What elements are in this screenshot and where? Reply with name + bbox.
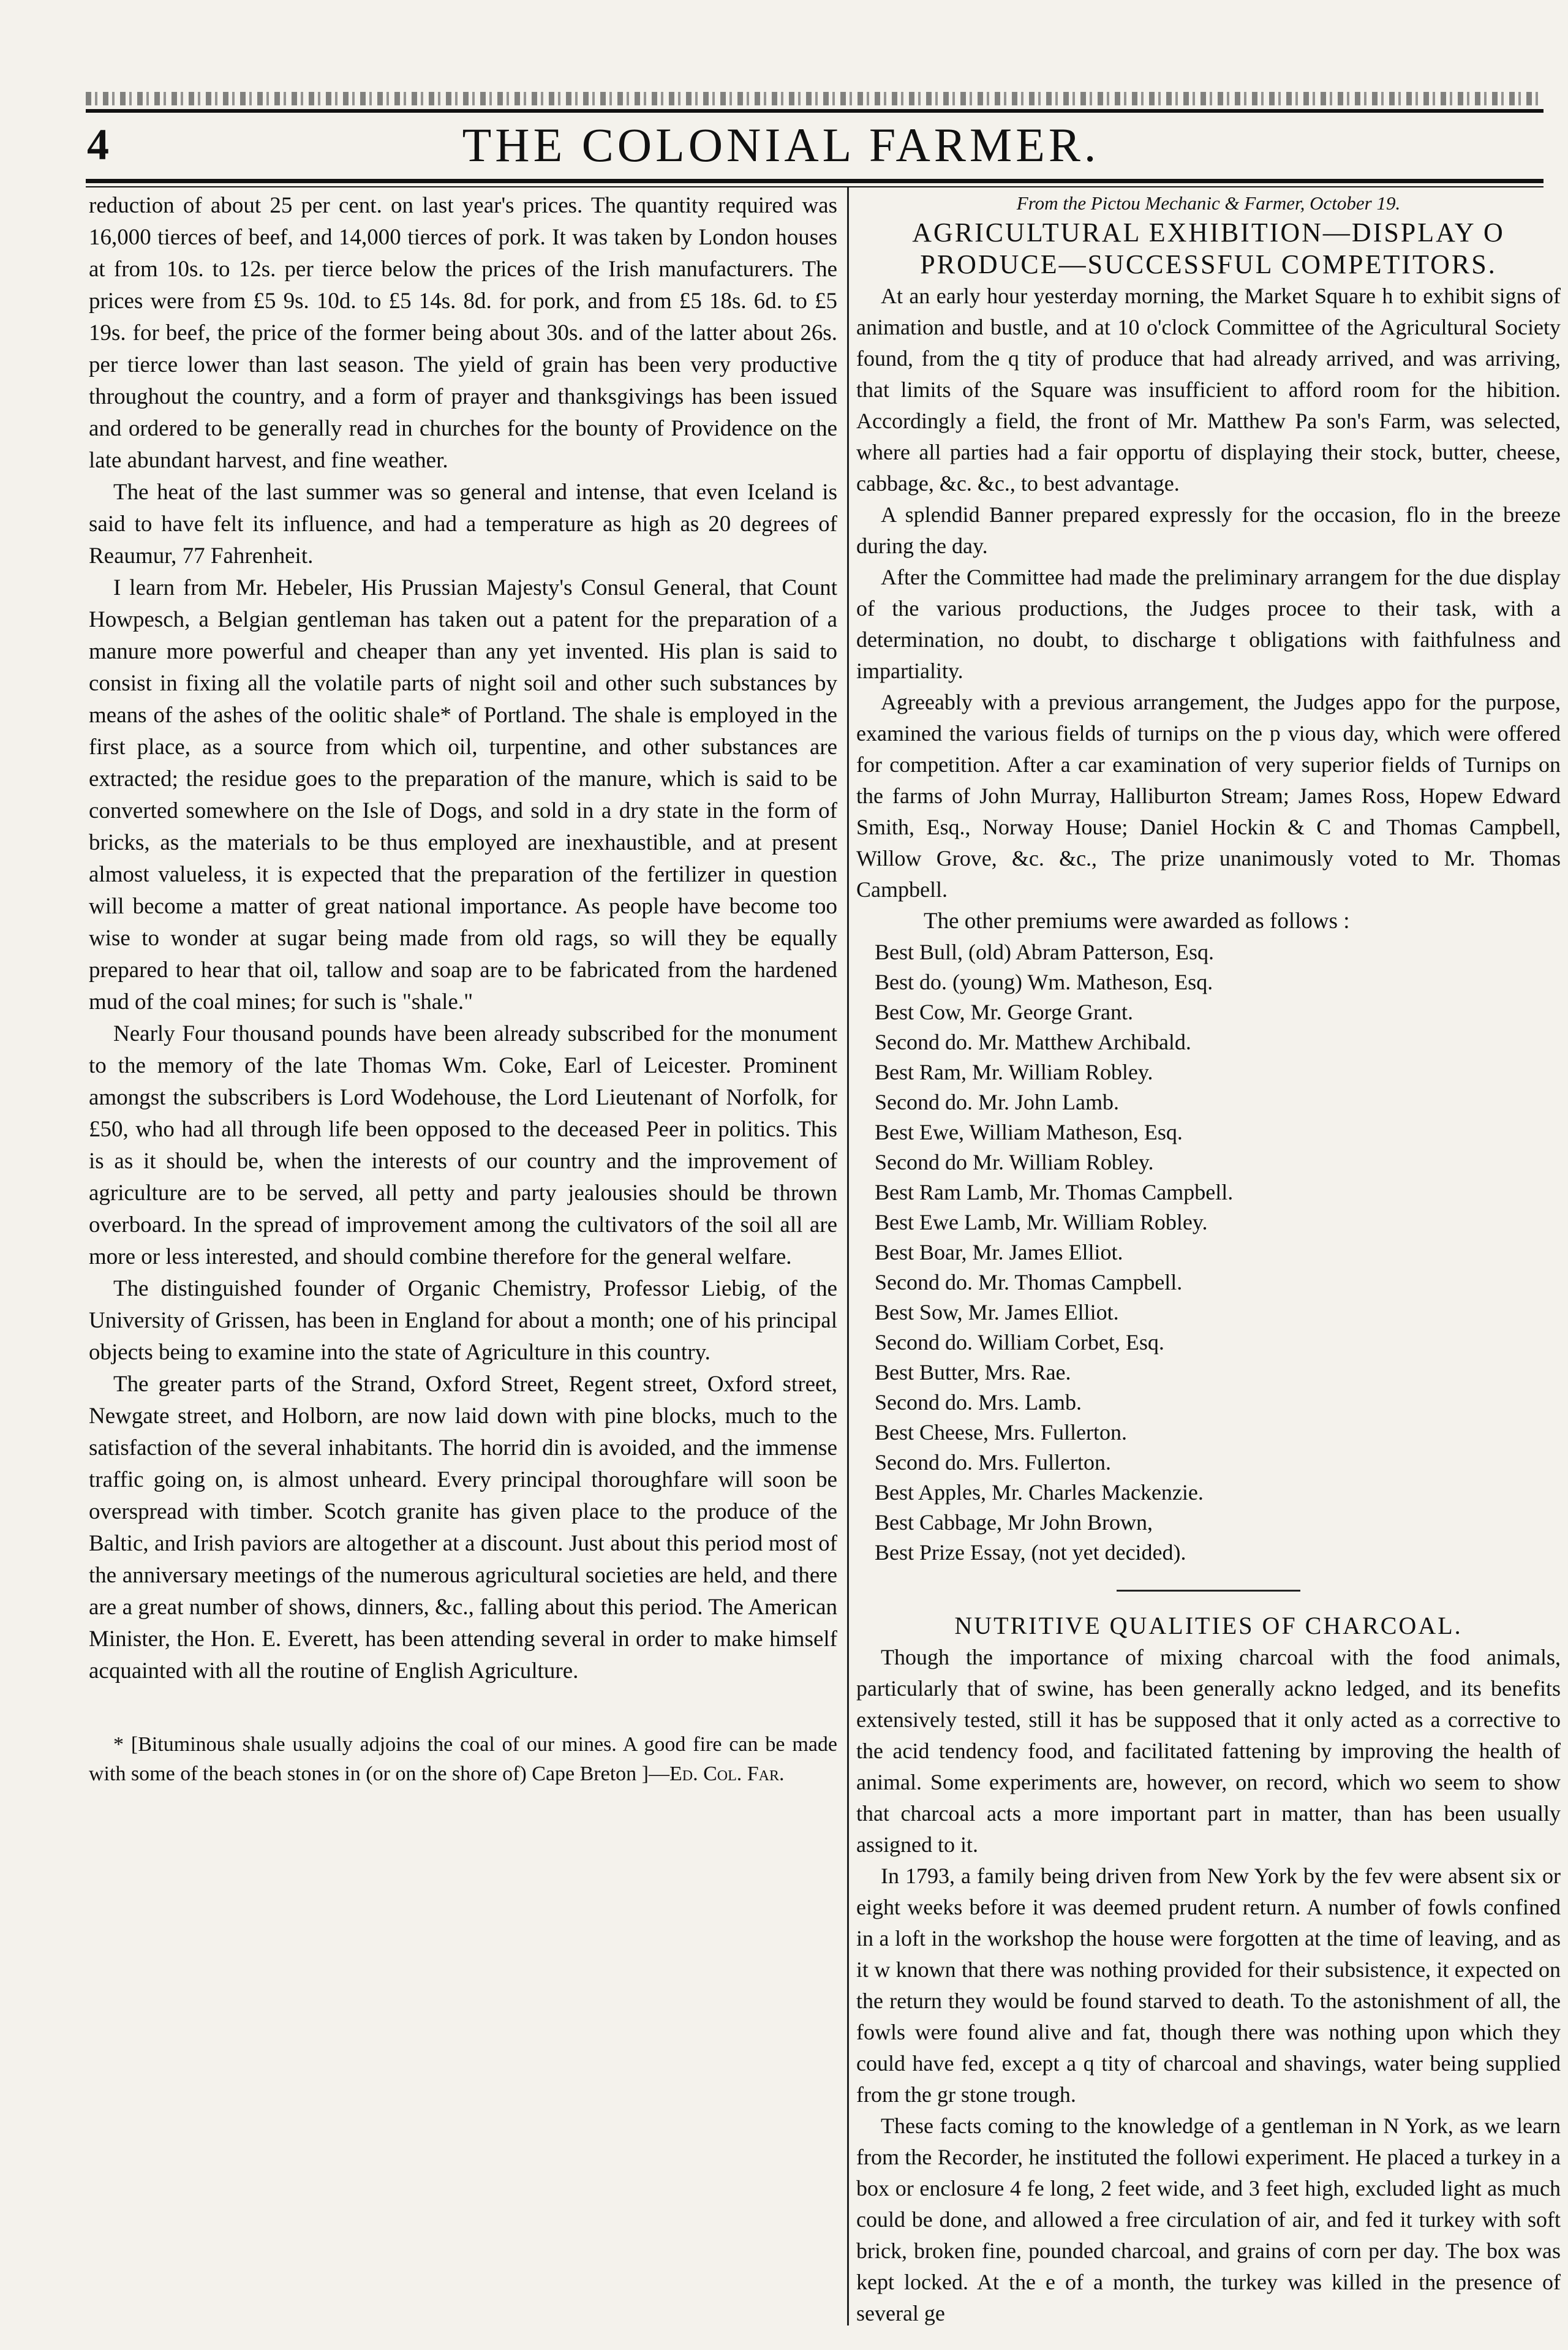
editor-signature: —Ed. Col. Far. — [648, 1762, 785, 1785]
prize-item: Second do. Mr. John Lamb. — [875, 1090, 1119, 1114]
left-paragraph: The heat of the last summer was so general and intense, that even Iceland is said to have felt its influence, and had a temperature as high as 20 degrees of Reaumur, 77 Fahrenheit. — [89, 480, 837, 569]
prize-item: Best Bull, (old) Abram Patterson, Esq. — [875, 940, 1214, 964]
masthead-rule-thin — [86, 186, 1544, 187]
prize-item: Best Butter, Mrs. Rae. — [875, 1360, 1071, 1385]
right-paragraph: A splendid Banner prepared expressly for the occasion, flo in the breeze during the day. — [856, 502, 1561, 558]
top-border-ornament — [86, 92, 1544, 105]
left-paragraph: The greater parts of the Strand, Oxford Street, Regent street, Oxford street, Newgate street, and Holborn, are now laid down with pine blocks, much to the satisfaction of the several inhabitants. The horrid din is avoided, and the immense traffic going on, is almost unheard. Every principal thoroughfare will soon be overspread with timber. Scotch granite has given place to the produce of the Baltic, and Irish paviors are altogether at a discount. Just about this period most of the anniversary meetings of the numerous agricultural societies are held, and there are a great number of shows, dinners, &c., falling about this period. The American Minister, the Hon. E. Everett, has been attending several in order to make himself acquainted with all the routine of English Agriculture. — [89, 1372, 837, 1683]
prize-item: Best Ewe, William Matheson, Esq. — [875, 1120, 1183, 1144]
right-paragraph: At an early hour yesterday morning, the Market Square h to exhibit signs of animation and bustle, and at 10 o'clock Committee of the Agricultural Society found, from the q tity of produce that had already arrived, and was arriving, that limits of the Square was insufficient to afford room for the hibition. Accordingly a field, the front of Mr. Matthew Pa son's Farm, was selected, where all parties had a fair opportu of displaying their stock, butter, cheese, cabbage, &c. &c., to best advantage. — [856, 284, 1561, 496]
prizes-intro: The other premiums were awarded as follows : — [924, 909, 1350, 934]
prize-item: Best Apples, Mr. Charles Mackenzie. — [875, 1480, 1204, 1505]
right-paragraph: Agreeably with a previous arrangement, the Judges appo for the purpose, examined the various fields of turnips on the p vious day, which were offered for competition. After a car examination of very superior fields of Turnips on the farms of John Murray, Halliburton Stream; James Ross, Hopew Edward Smith, Esq., Norway House; Daniel Hockin & C and Thomas Campbell, Willow Grove, &c. &c., The prize unanimously voted to Mr. Thomas Campbell. — [856, 690, 1561, 902]
prize-list — [856, 937, 1561, 1568]
prize-item: Second do Mr. William Robley. — [875, 1150, 1154, 1174]
article-title-exhibition: AGRICULTURAL EXHIBITION—DISPLAY O PRODUCE—SUCCESSFUL COMPETITORS. — [912, 217, 1505, 279]
top-rule — [86, 109, 1544, 113]
prize-item: Best Cheese, Mrs. Fullerton. — [875, 1420, 1127, 1445]
column-divider — [847, 187, 849, 2325]
masthead-title: THE COLONIAL FARMER. — [462, 118, 1100, 172]
left-paragraph: I learn from Mr. Hebeler, His Prussian Majesty's Consul General, that Count Howpesch, a Belgian gentleman has taken out a patent for the preparation of a manure more powerful and cheaper than any yet invented. His plan is said to consist in fixing all the volatile parts of night soil and other such substances by means of the ashes of the oolitic shale* of Portland. The shale is employed in the first place, as a source from which oil, turpentine, and other substances are extracted; the residue goes to the preparation of the manure, which is said to be converted somewhere on the Isle of Dogs, and sold in a dry state in the form of bricks, as the materials to be thus employed are inexhaustible, and at present almost valueless, it is expected that the preparation of the fertilizer in question will become a matter of great national importance. As people have become too wise to wonder at sugar being made from old rags, so will they be equally prepared to hear that oil, tallow and soap are to be fabricated from the hardened mud of the coal mines; for such is "shale." — [89, 575, 837, 1014]
right-paragraph: These facts coming to the knowledge of a gentleman in N York, as we learn from the Recorder, he instituted the followi experiment. He placed a turkey in a box or enclosure 4 fe long, 2 feet wide, and 3 feet high, excluded light as much could be done, and allowed a free circulation of air, and fed it turkey with soft brick, broken fine, pounded charcoal, and grains of corn per day. The box was kept locked. At the e of a month, the turkey was killed in the presence of several ge — [856, 2114, 1561, 2325]
prize-item: Second do. Mrs. Fullerton. — [875, 1450, 1111, 1475]
left-paragraph: The distinguished founder of Organic Chemistry, Professor Liebig, of the University of Grissen, has been in England for about a month; one of his principal objects being to examine into the state of Agriculture in this country. — [89, 1276, 837, 1365]
prize-item: Best Ram, Mr. William Robley. — [875, 1060, 1153, 1084]
left-paragraph: reduction of about 25 per cent. on last year's prices. The quantity required was 16,000 tierces of beef, and 14,000 tierces of pork. It was taken by London houses at from 10s. to 12s. per tierce below the prices of the Irish manufacturers. The prices were from £5 9s. 10d. to £5 14s. 8d. for pork, and from £5 18s. 6d. to £5 19s. for beef, the price of the former being about 30s. and of the latter about 26s. per tierce lower than last season. The yield of grain has been very productive throughout the country, and a form of prayer and thanksgivings has been issued and ordered to be generally read in churches for the bounty of Providence on the late abundant harvest, and fine weather. — [89, 193, 837, 473]
page-number: 4 — [87, 120, 109, 169]
masthead-rule — [86, 179, 1544, 183]
prize-item: Best Cabbage, Mr John Brown, — [875, 1510, 1153, 1535]
prize-item: Second do. Mrs. Lamb. — [875, 1390, 1082, 1415]
article-separator — [1117, 1590, 1300, 1592]
prize-item: Second do. Mr. Matthew Archibald. — [875, 1030, 1191, 1054]
left-column — [89, 190, 837, 2328]
prize-item: Best Sow, Mr. James Elliot. — [875, 1300, 1119, 1324]
prize-item: Best do. (young) Wm. Matheson, Esq. — [875, 970, 1213, 994]
article-title-charcoal: NUTRITIVE QUALITIES OF CHARCOAL. — [954, 1612, 1463, 1639]
left-paragraph: Nearly Four thousand pounds have been already subscribed for the monument to the memory of the late Thomas Wm. Coke, Earl of Leicester. Prominent amongst the subscribers is Lord Wodehouse, the Lord Lieutenant of Norfolk, for £50, who had all through life been opposed to the deceased Peer in politics. This is as it should be, when the interests of our country and the improvement of agriculture are to be served, all petty and party jealousies should be thrown overboard. In the spread of improvement among the cultivators of the soil all are more or less interested, and should combine therefore for the general welfare. — [89, 1021, 837, 1269]
right-paragraph: Though the importance of mixing charcoal with the food animals, particularly that of swine, has been generally ackno ledged, and its benefits extensively tested, still it has be supposed that it only acted as a corrective to the acid tendency food, and facilitated fattening by improving the health of animal. Some experiments are, however, on record, which wo seem to show that charcoal acts a more important part in matter, than has been usually assigned to it. — [856, 1645, 1561, 1857]
prize-item: Best Prize Essay, (not yet decided). — [875, 1540, 1186, 1565]
prize-item: Best Cow, Mr. George Grant. — [875, 1000, 1133, 1024]
right-column — [856, 190, 1561, 2328]
right-paragraph: In 1793, a family being driven from New York by the fev were absent six or eight weeks before it was deemed prudent return. A number of fowls confined in a loft in the workshop the house were forgotten at the time of leaving, and as it w known that there was nothing provided for their subsistence, it expected on the return they would be found starved to death. To the astonishment of all, the fowls were found alive and fat, though there was nothing upon which they could have fed, except a q tity of charcoal and shavings, water being supplied from the gr stone trough. — [856, 1864, 1561, 2107]
prize-item: Second do. William Corbet, Esq. — [875, 1330, 1164, 1354]
footnote-text: * [Bituminous shale usually adjoins the coal of our mines. A good fire can be made with some of the beach stones in (or on the shore of) Cape Breton ] — [89, 1733, 837, 1785]
prize-item: Best Ewe Lamb, Mr. William Robley. — [875, 1210, 1208, 1234]
footnote — [89, 1730, 837, 1789]
prize-item: Best Boar, Mr. James Elliot. — [875, 1240, 1123, 1264]
right-paragraph: After the Committee had made the preliminary arrangem for the due display of the various productions, the Judges procee to their task, with a determination, no doubt, to discharge t obligations with faithfulness and impartiality. — [856, 565, 1561, 683]
prize-item: Second do. Mr. Thomas Campbell. — [875, 1270, 1183, 1294]
source-line: From the Pictou Mechanic & Farmer, October 19. — [1016, 192, 1401, 214]
prize-item: Best Ram Lamb, Mr. Thomas Campbell. — [875, 1180, 1234, 1204]
